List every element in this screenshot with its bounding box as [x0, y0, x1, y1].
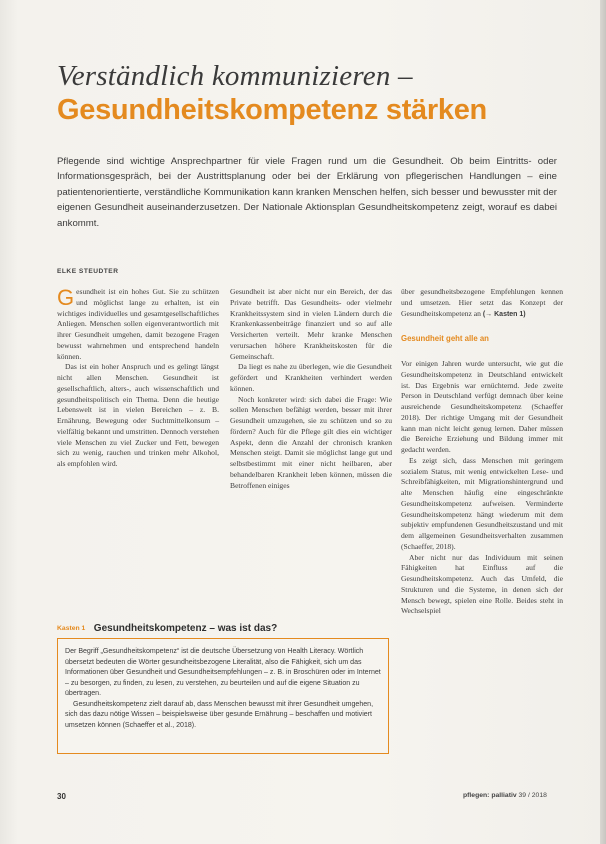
text-column-1: [57, 287, 219, 470]
column1-paragraph-2: Das ist ein hoher Anspruch und es gelingt längst nicht allen Menschen. Gesundheit ist gesellschaftlich, alters-, auch wissenschaftlich und gesundheitspolitisch ein Thema. Denn die heutige Lebenswelt ist in vielen Bereichen – z. B. Ernährung, Bewegung oder Suchtmittelkonsum – vielfältig bekannt und umstritten. Dennoch verstehen viele Menschen zu viel Zucker und Fett, bewegen sich zu wenig, rauchen und trinken mehr Alkohol, als empfohlen wird.: [57, 362, 219, 468]
kasten-reference-link[interactable]: (→ Kasten 1): [482, 310, 526, 318]
article-title-line2: Gesundheitskompetenz stärken: [57, 94, 487, 126]
article-title-line1: Verständlich kommunizieren –: [57, 60, 413, 92]
article-lead: Pflegende sind wichtige Ansprechpartner für viele Fragen rund um die Gesundheit. Ob beim Eintritts- oder Informationsgespräch, bei der Austrittsplanung oder bei der Erklärung von pflegerischen Handlungen – eine patientenorientierte, verständliche Kommunikation kann kranken Menschen helfen, sich besser und bewusster mit der eigenen Gesundheit auseinanderzusetzen. Der Nationale Aktionsplan Gesundheitskompetenz zeigt, worauf es dabei ankommt.: [57, 156, 557, 229]
column3-paragraph-1-text: über gesundheitsbezogene Empfehlungen kennen und umsetzen. Hier setzt das Konzept der Gesundheitskompetenz an: [401, 287, 563, 318]
drop-cap: G: [57, 285, 75, 310]
kasten-title: Gesundheitskompetenz – was ist das?: [93, 623, 278, 635]
info-box: [57, 638, 389, 754]
kasten-label: Kasten 1: [57, 625, 86, 633]
page-number: 30: [57, 792, 66, 801]
column3-paragraph-3: Es zeigt sich, dass Menschen mit geringem sozialem Status, mit wenig entwickelten Lese- und Schreibfähigkeiten, mit Migrationshintergrund und alte Menschen häufig eine eingeschränkte Gesundheitskompetenz aufweisen. Verminderte Gesundheitskompetenz hängt wiederum mit dem subjektiv empfundenen Gesundheitszustand und mit dem allgemeinen Gesundheitsverhalten zusammen (Schaeffer, 2018).: [401, 455, 563, 551]
text-column-2: [230, 287, 392, 491]
column3-paragraph-4: Aber nicht nur das Individuum mit seinen Fähigkeiten hat Einfluss auf die Gesundheitskompetenz. Auch das Umfeld, die Strukturen und die Systeme, in denen sich der Mensch bewegt, spielen eine Rolle. Beides steht in Wechselspiel: [401, 552, 563, 616]
author-name: ELKE STEUDTER: [57, 268, 119, 275]
column1-paragraph-1: [57, 287, 219, 362]
kasten-header: [57, 620, 389, 638]
column1-paragraph-1-text: esundheit ist ein hohes Gut. Sie zu schützen und möglichst lange zu erhalten, ist ein wichtiges individuelles und gesamtgesellschaftliches Anliegen. Menschen sollen eigenverantwortlich mit ihrer Gesundheit umgehen, damit bezogene Fragen bewusst wahrnehmen und entsprechend handeln können.: [57, 287, 219, 361]
section-heading: Gesundheit geht alle an: [401, 334, 489, 344]
column2-paragraph-2: Da liegt es nahe zu überlegen, wie die Gesundheit gefördert und Krankheiten verhindert werden können.: [230, 362, 392, 393]
text-column-3: [401, 287, 563, 617]
column2-paragraph-3: Noch konkreter wird: sich dabei die Frage: Wie sollen Menschen befähigt werden, besser mit ihrer Gesundheit umzugehen, sie zu schützen und so zu fördern? Auch für die Pflege gilt dies ein wichtiger Aspekt, denn die Anzahl der chronisch kranken Menschen steigt. Damit sie möglichst lange gut und selbstbestimmt mit einer nicht heilbaren, aber behandelbaren Krankheit leben können, müssen die Betroffenen einiges: [230, 394, 392, 490]
scan-edge-shadow: [600, 0, 606, 844]
journal-footer: [463, 792, 547, 799]
column2-paragraph-1: Gesundheit ist aber nicht nur ein Bereich, der das Private betrifft. Das Gesundheits- oder vielmehr Krankheitssystem sind in vielen Ländern durch die Krankenkassenbeiträge finanziert und so auf alle Versicherten verteilt. Mehr kranke Menschen verursachen höhere Krankheitskosten für die Gemeinschaft.: [230, 287, 392, 361]
info-box-paragraph-1: Der Begriff „Gesundheitskompetenz“ ist die deutsche Übersetzung von Health Literacy. Wörtlich übersetzt bedeuten die Wörter gesundheitsbezogene Literalität, also die Fähigkeit, sich um das Informationen über Gesundheit und Gesundheitsempfehlungen – z. B. in Broschüren oder im Internet – zu besorgen, zu finden, zu lesen, zu verstehen, zu beurteilen und auf die eigene Situation zu übertragen.: [65, 648, 381, 697]
column3-paragraph-1: [401, 287, 563, 320]
journal-name: pflegen: palliativ: [463, 792, 517, 799]
journal-issue: 39 / 2018: [518, 792, 547, 799]
info-box-paragraph-2: Gesundheitskompetenz zielt darauf ab, dass Menschen bewusst mit ihrer Gesundheit umgehen, sich das dazu nötige Wissen – beispielsweise über gesunde Ernährung – beschaffen und motiviert umsetzen können (Schaeffer et al., 2018).: [65, 700, 374, 729]
column3-paragraph-2: Vor einigen Jahren wurde untersucht, wie gut die Gesundheitskompetenz in Deutschland entwickelt ist. Das Ergebnis war ernüchternd. Jede zweite Person in Deutschland verfügt demnach über keine ausreichende Gesundheitskompetenz (Schaeffer 2018). Der richtige Umgang mit der Gesundheit kann man nicht leicht genug lernen. Daher müssen die Bereiche Erziehung und Bildung immer mit gedacht werden.: [401, 359, 563, 454]
